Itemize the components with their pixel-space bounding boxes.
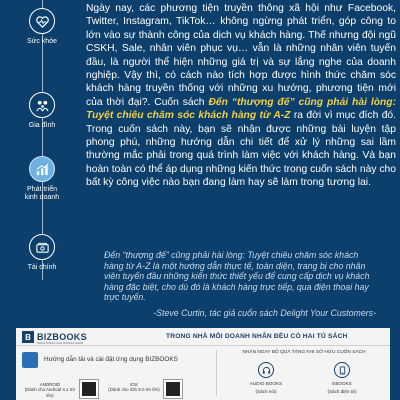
footer-divider [216,350,217,396]
category-health [22,8,62,46]
gift-audio-books [242,362,290,394]
health-icon [29,8,55,34]
category-label: Tài chính [27,264,57,271]
family-icon [29,92,55,118]
category-label: Phát triển kinh doanh [24,186,60,201]
ios-download[interactable] [106,382,162,393]
category-sidebar [0,0,86,320]
finance-icon [29,234,55,260]
book-title-highlight: Đến “thượng đế” cũng phải hài lòng: Tuyệt chiêu chăm sóc khách hàng từ A-Z [86,96,397,122]
android-label: ANDROID [39,382,61,387]
ios-requirement: (Dành cho iOS 9.0 trở lên) [108,387,160,393]
business-growth-icon [29,156,55,182]
review-quote [104,250,376,319]
headphones-icon [258,362,274,378]
gift-ebook-sub: (Sách điện tử) [327,389,357,395]
publisher-footer [16,328,390,400]
ios-qr-code [164,380,182,398]
description-text-2: ra đời vì mục đích đó. Trong cuốn sách này, bạn sẽ nhận được những bài luyện tập phong phú, những hướng dẫn chi tiết để xử lý những sai lầm thường mắc phải trong quá trình làm việc với khách hàng. Và bạn hoàn toàn có thể áp dụng những kiến thức trong cuốn sách này cho bất kỳ công việc nào bạn đang làm hay sẽ làm trong tương lai. [86,110,397,189]
category-business-growth [22,156,62,202]
category-label: Sức khỏe [27,38,57,45]
gift-audio-label: AUDIO BOOKS [249,381,283,386]
quote-text: Đến “thượng đế” cũng phải hài lòng: Tuyệt chiêu chăm sóc khách hàng từ A-Z là một hướng dẫn thực tế, toàn diện, trang bị cho nhân viên tuyến đầu những kiến thức thiết yếu để cung cấp dịch vụ khách hàng đặc biệt, cho dù đó là khách hàng trực tiếp, qua điện thoại hay trực tuyến. [104,250,370,303]
category-family [22,92,62,130]
description-paragraph [86,2,396,190]
gift-title: NHẬN NGAY BỘ QUÀ TẶNG KHI SỞ HỮU CUỐN SÁCH [242,350,366,355]
footer-header [16,328,390,346]
description-text-1: Ngày nay, các phương tiện truyền thông xã hội như Facebook, Twitter, Instagram, TikTok… không ngừng phát triển, góp công to lớn vào sự thành công của dịch vụ khách hàng. Thế nhưng đội ngũ CSKH, Sale, nhân viên phục vụ… vẫn là những nhân viên tuyến đầu, là người thể hiện những giá trị và sự lắng nghe của doanh nghiệp. Vậy thì, có cách nào tích hợp được hình thức chăm sóc khách hàng truyền thống với những xu hướng, phương tiện mới của thời đại?. Cuốn sách [86,3,396,108]
brand-name: BIZBOOKS [37,332,87,342]
android-download[interactable] [22,382,78,398]
gift-ebooks [318,362,366,394]
category-finance [22,234,62,272]
gift-ebook-label: EBOOKS [332,381,352,386]
app-icon [22,352,38,368]
quote-author: -Steve Curtin, tác giả cuốn sách Delight Your Customers- [153,307,376,318]
footer-slogan: TRONG NHÀ MỖI DOANH NHÂN ĐỀU CÓ HAI TỦ SÁCH [166,333,348,340]
android-qr-code [80,380,98,398]
app-download-text: Hướng dẫn tải và cài đặt ứng dụng BIZBOOKS [44,356,178,363]
ios-label: IOS [130,382,138,387]
android-requirement: (Dành cho Android 4.1 trở lên) [24,387,76,398]
category-label: Gia đình [28,122,56,129]
gift-audio-sub: (Sách nói) [255,389,277,395]
logo-mark: B [22,331,34,343]
brand-subtitle: SÁCH DÀNH CHO DOANH NHÂN [37,341,84,345]
gift-section [222,350,386,395]
ebook-icon [334,362,350,378]
